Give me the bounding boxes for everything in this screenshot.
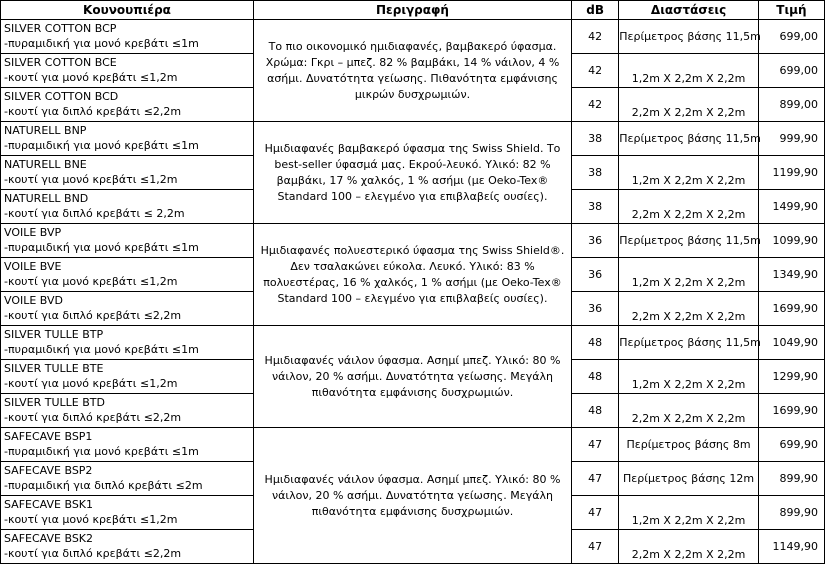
product-type: -κουτί για διπλό κρεβάτι ≤2,2m: [4, 411, 182, 424]
dimensions-value: Περίμετρος βάσης 8m: [619, 428, 759, 462]
dimensions-value: 2,2m X 2,2m X 2,2m: [619, 530, 759, 564]
product-type: -κουτί για μονό κρεβάτι ≤1,2m: [4, 71, 178, 84]
product-model: NATURELL BND: [4, 192, 89, 205]
product-type: -πυραμιδική για μονό κρεβάτι ≤1m: [4, 343, 199, 356]
db-value: 42: [572, 54, 619, 88]
dimensions-value: 1,2m X 2,2m X 2,2m: [619, 360, 759, 394]
product-model: SILVER TULLE BTP: [4, 328, 104, 341]
dimensions-value: 1,2m X 2,2m X 2,2m: [619, 258, 759, 292]
db-value: 38: [572, 156, 619, 190]
product-type: -πυραμιδική για μονό κρεβάτι ≤1m: [4, 139, 199, 152]
product-name-cell: [1, 258, 254, 292]
product-description: Ημιδιαφανές βαμβακερό ύφασμα της Swiss Shield. Το best-seller ύφασμά μας. Εκρού-λευκό. Υλικό: 82 % βαμβάκι, 17 % χαλκός, 1 % ασήμι (με Oeko-Tex® Standard 100 – ελεγμένο για επιβλαβείς ουσίες).: [253, 122, 571, 224]
product-type: -πυραμιδική για μονό κρεβάτι ≤1m: [4, 37, 199, 50]
product-name-cell: [1, 20, 254, 54]
dimensions-value: Περίμετρος βάσης 11,5m: [619, 224, 759, 258]
price-value: 1049,90: [758, 326, 824, 360]
dimensions-value: 2,2m X 2,2m X 2,2m: [619, 88, 759, 122]
product-name-cell: [1, 122, 254, 156]
product-name-cell: [1, 428, 254, 462]
dimensions-value: 1,2m X 2,2m X 2,2m: [619, 496, 759, 530]
product-type: -κουτί για μονό κρεβάτι ≤1,2m: [4, 275, 178, 288]
product-name-cell: [1, 292, 254, 326]
product-description: Ημιδιαφανές νάιλον ύφασμα. Ασημί μπεζ. Υλικό: 80 % νάιλον, 20 % ασήμι. Δυνατότητα γείωσης. Μεγάλη πιθανότητα εμφάνισης δυσχρωμιών.: [253, 428, 571, 564]
dimensions-value: 2,2m X 2,2m X 2,2m: [619, 190, 759, 224]
product-model: SILVER COTTON BCP: [4, 22, 117, 35]
db-value: 47: [572, 428, 619, 462]
table-row: [1, 326, 825, 360]
product-type: -κουτί για διπλό κρεβάτι ≤2,2m: [4, 105, 182, 118]
product-model: SAFECAVE BSK1: [4, 498, 94, 511]
price-value: 899,00: [758, 88, 824, 122]
product-model: VOILE BVP: [4, 226, 62, 239]
db-value: 38: [572, 122, 619, 156]
product-type: -κουτί για μονό κρεβάτι ≤1,2m: [4, 377, 178, 390]
price-value: 1699,90: [758, 292, 824, 326]
product-type: -κουτί για διπλό κρεβάτι ≤ 2,2m: [4, 207, 185, 220]
db-value: 36: [572, 292, 619, 326]
product-type: -κουτί για διπλό κρεβάτι ≤2,2m: [4, 309, 182, 322]
product-type: -πυραμιδική για μονό κρεβάτι ≤1m: [4, 445, 199, 458]
product-model: VOILE BVE: [4, 260, 62, 273]
product-type: -πυραμιδική για διπλό κρεβάτι ≤2m: [4, 479, 203, 492]
product-model: SILVER COTTON BCD: [4, 90, 119, 103]
db-value: 48: [572, 360, 619, 394]
product-name-cell: [1, 54, 254, 88]
dimensions-value: Περίμετρος βάσης 12m: [619, 462, 759, 496]
product-name-cell: [1, 156, 254, 190]
table-row: [1, 224, 825, 258]
price-value: 699,90: [758, 428, 824, 462]
header-name: Κουνουπιέρα: [1, 1, 254, 20]
price-value: 1299,90: [758, 360, 824, 394]
product-name-cell: [1, 88, 254, 122]
header-dimensions: Διαστάσεις: [619, 1, 759, 20]
price-value: 1199,90: [758, 156, 824, 190]
dimensions-value: 2,2m X 2,2m X 2,2m: [619, 394, 759, 428]
product-type: -πυραμιδική για μονό κρεβάτι ≤1m: [4, 241, 199, 254]
db-value: 42: [572, 20, 619, 54]
product-model: NATURELL BNE: [4, 158, 87, 171]
header-description: Περιγραφή: [253, 1, 571, 20]
db-value: 42: [572, 88, 619, 122]
product-description: Ημιδιαφανές νάιλον ύφασμα. Ασημί μπεζ. Υλικό: 80 % νάιλον, 20 % ασήμι. Δυνατότητα γείωσης. Μεγάλη πιθανότητα εμφάνισης δυσχρωμιών.: [253, 326, 571, 428]
product-type: -κουτί για μονό κρεβάτι ≤1,2m: [4, 513, 178, 526]
dimensions-value: Περίμετρος βάσης 11,5m: [619, 20, 759, 54]
table-row: [1, 20, 825, 54]
product-model: VOILE BVD: [4, 294, 64, 307]
product-model: SAFECAVE BSK2: [4, 532, 94, 545]
product-name-cell: [1, 530, 254, 564]
price-value: 699,00: [758, 20, 824, 54]
product-name-cell: [1, 190, 254, 224]
header-row: [1, 1, 825, 20]
dimensions-value: Περίμετρος βάσης 11,5m: [619, 326, 759, 360]
db-value: 36: [572, 224, 619, 258]
product-model: NATURELL BNP: [4, 124, 87, 137]
price-value: 899,90: [758, 462, 824, 496]
table-row: [1, 428, 825, 462]
db-value: 48: [572, 326, 619, 360]
product-model: SAFECAVE BSP2: [4, 464, 93, 477]
price-value: 999,90: [758, 122, 824, 156]
dimensions-value: 2,2m X 2,2m X 2,2m: [619, 292, 759, 326]
product-description: Το πιο οικονομικό ημιδιαφανές, βαμβακερό ύφασμα. Χρώμα: Γκρι – μπεζ. 82 % βαμβάκι, 14 % νάιλον, 4 % ασήμι. Δυνατότητα γείωσης. Πιθανότητα εμφάνισης μικρών δυσχρωμιών.: [253, 20, 571, 122]
dimensions-value: 1,2m X 2,2m X 2,2m: [619, 156, 759, 190]
product-model: SILVER COTTON BCE: [4, 56, 117, 69]
price-value: 1499,90: [758, 190, 824, 224]
dimensions-value: Περίμετρος βάσης 11,5m: [619, 122, 759, 156]
product-name-cell: [1, 496, 254, 530]
product-name-cell: [1, 394, 254, 428]
price-value: 1149,90: [758, 530, 824, 564]
price-value: 899,90: [758, 496, 824, 530]
product-name-cell: [1, 360, 254, 394]
price-value: 1699,90: [758, 394, 824, 428]
product-model: SILVER TULLE BTE: [4, 362, 104, 375]
price-value: 1099,90: [758, 224, 824, 258]
header-db: dB: [572, 1, 619, 20]
db-value: 36: [572, 258, 619, 292]
product-name-cell: [1, 462, 254, 496]
product-model: SILVER TULLE BTD: [4, 396, 105, 409]
db-value: 38: [572, 190, 619, 224]
db-value: 48: [572, 394, 619, 428]
dimensions-value: 1,2m X 2,2m X 2,2m: [619, 54, 759, 88]
product-name-cell: [1, 224, 254, 258]
price-value: 1349,90: [758, 258, 824, 292]
db-value: 47: [572, 530, 619, 564]
db-value: 47: [572, 462, 619, 496]
table-row: [1, 122, 825, 156]
product-model: SAFECAVE BSP1: [4, 430, 93, 443]
price-value: 699,00: [758, 54, 824, 88]
product-type: -κουτί για διπλό κρεβάτι ≤2,2m: [4, 547, 182, 560]
product-description: Ημιδιαφανές πολυεστερικό ύφασμα της Swiss Shield®. Δεν τσαλακώνει εύκολα. Λευκό. Υλικό: 83 % πολυεστέρας, 16 % χαλκός, 1 % ασήμι (με Oeko-Tex® Standard 100 – ελεγμένο για επιβλαβείς ουσίες).: [253, 224, 571, 326]
product-name-cell: [1, 326, 254, 360]
header-price: Τιμή: [758, 1, 824, 20]
db-value: 47: [572, 496, 619, 530]
product-type: -κουτί για μονό κρεβάτι ≤1,2m: [4, 173, 178, 186]
